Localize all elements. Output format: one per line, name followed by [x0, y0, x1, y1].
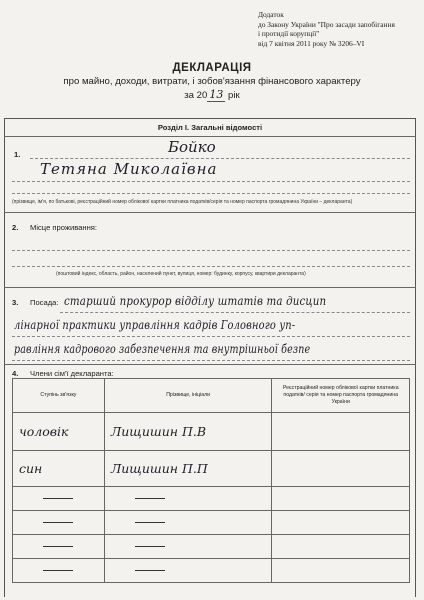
declarant-surname: Бойко — [168, 138, 216, 156]
member-relation — [13, 487, 105, 511]
position-line-3: равління кадрового забезпечення та внутрішньої безпе — [14, 341, 311, 356]
tax-id-line — [12, 193, 410, 194]
year-suffix: рік — [228, 90, 240, 101]
residence-line-1 — [12, 250, 410, 251]
item-1-caption: (прізвище, ім'я, по батькові, реєстраційний номер облікової картки платника податків/серія та номер паспорта громадянина України – декларанта) — [12, 199, 353, 205]
member-name: Лищишин П.П — [104, 451, 272, 487]
position-line-2: лінарної практики управління кадрів Головного уп- — [14, 317, 296, 332]
table-row — [13, 511, 410, 535]
document-subtitle: про майно, доходи, витрати, і зобов'язання фінансового характеру — [63, 76, 361, 87]
item-1-divider — [4, 212, 416, 213]
position-underline-3 — [12, 360, 410, 361]
year-prefix: за 20 — [184, 90, 208, 101]
empty-dash — [43, 546, 73, 547]
member-name — [104, 535, 272, 559]
position-underline-2 — [12, 336, 410, 337]
table-row — [13, 451, 410, 487]
member-relation: чоловік — [13, 413, 105, 451]
year-value: 13 — [209, 88, 224, 101]
position-label: Посада: — [30, 298, 59, 307]
member-name — [104, 511, 272, 535]
surname-line — [30, 158, 410, 159]
report-year — [0, 88, 424, 101]
header-tax-id: Реєстраційний номер облікової картки платника податків/ серія та номер паспорта громадянина України — [272, 379, 410, 413]
empty-dash — [135, 522, 165, 523]
member-tax-id — [272, 413, 410, 451]
empty-dash — [135, 546, 165, 547]
family-label: Члени сім'ї декларанта: — [30, 369, 114, 378]
empty-dash — [43, 498, 73, 499]
table-row — [13, 487, 410, 511]
table-row — [13, 413, 410, 451]
member-name: Лищишин П.В — [104, 413, 272, 451]
residence-line-2 — [12, 266, 410, 267]
header-relation: Ступінь зв'язку — [13, 379, 105, 413]
table-row — [13, 559, 410, 583]
empty-dash — [135, 498, 165, 499]
item-3-number: 3. — [12, 298, 19, 307]
member-name — [104, 559, 272, 583]
header-name: Прізвище, ініціали — [104, 379, 272, 413]
table-row — [13, 535, 410, 559]
section-divider — [4, 136, 416, 137]
item-2-divider — [4, 287, 416, 288]
item-1-number: 1. — [14, 150, 21, 159]
document-title: ДЕКЛАРАЦІЯ — [172, 62, 252, 74]
member-name — [104, 487, 272, 511]
position-line-1: старший прокурор відділу штатів та дисцип — [64, 293, 327, 308]
position-underline-1 — [60, 312, 410, 313]
family-members-table — [12, 378, 410, 583]
table-header-row — [13, 379, 410, 413]
residence-label: Місце проживання: — [30, 223, 97, 232]
item-4-number: 4. — [12, 369, 19, 378]
document-title-block — [0, 62, 424, 101]
empty-dash — [135, 570, 165, 571]
item-2-number: 2. — [12, 223, 19, 232]
empty-dash — [43, 522, 73, 523]
member-relation — [13, 511, 105, 535]
member-relation: син — [13, 451, 105, 487]
empty-dash — [43, 570, 73, 571]
member-relation — [13, 559, 105, 583]
declarant-name: Тетяна Миколаївна — [40, 160, 218, 178]
item-3-divider — [4, 364, 416, 365]
section-title: Розділ І. Загальні відомості — [157, 123, 263, 132]
name-line — [12, 181, 410, 182]
annex-line-2: до Закону України "Про засади запобігання — [258, 19, 395, 29]
annex-line-1: Додаток — [258, 10, 284, 19]
item-2-caption: (поштовий індекс, область, район, населений пункт, вулиця, номер: будинку, корпусу, квартири декларанта) — [56, 271, 306, 277]
annex-line-4: від 7 квітня 2011 року № 3206–VI — [258, 38, 365, 48]
member-tax-id — [272, 487, 410, 511]
member-tax-id — [272, 511, 410, 535]
member-tax-id — [272, 451, 410, 487]
member-tax-id — [272, 535, 410, 559]
member-tax-id — [272, 559, 410, 583]
annex-line-3: і протидії корупції" — [258, 29, 320, 39]
member-relation — [13, 535, 105, 559]
annex-block — [258, 10, 420, 48]
